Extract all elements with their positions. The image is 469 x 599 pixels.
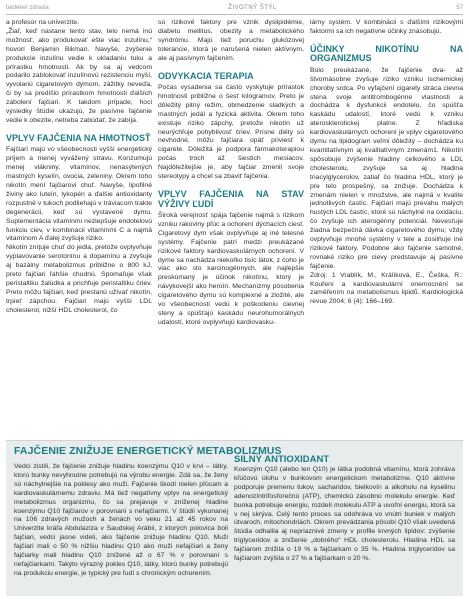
paragraph: Bolo preukázané, že fajčenie dva- až štvornásobne zvyšuje riziko vzniku ischemickej choroby srdca. Po vyfajčení cigarety stráca cievna stena svoje antitrombogénne vlastnosti a dochádza k dysfunkcii endotelu, čo spúšťa kaskádu udalostí, ktoré vedú k vzniku aterosklerotickej platne. Z hľadiska kardiovaskulárnych ochorení je vplyv cigaretového dymu na lipidogram veľmi dôležitý – dochádza ku kvantitatívnym aj kvalitatívnym zmenám1. Nikotín spôsobuje zvýšenie hladiny celkového a LDL cholesterolu, zvyšuje sa aj hladina triacylglycerolov, zatiaľ čo hladina HDL, ktorý je pre telo prospešný, sa znižuje. Dochádza k zmenám nielen v množstve, ale najmä v kvalite jednotlivých častíc. Fajčiari majú prevahu malých hustých LDL častíc, ktoré sú náchylné na oxidáciu, čo zvyšuje ich aterogénny potenciál. Nevesťuje žiadna bezpečná dávka cigaretového dymu; vždy ovplyvňuje mnohé systémy v tele a zosilňuje iné rizikové faktory. Podobne ako fajčenie samotné, rovnaké riziko pre cievy predstavuje aj pasívne fajčenie. (310, 66, 463, 270)
paragraph: Počas vysadenia sa často vyskytuje prírastok hmotnosti približne o šesť kilogramov. Preto je dôležitý pitný režim, obmedzenie sladkých a mastných jedál a fyzická aktivita. Okrem toho existuje riziko zápchy, pretože nikotín už neurýchľuje pohyblivosť čriev. Prísne diéty sú nevhodné, môžu fajčiara opäť priviesť k cigarete. Dôležitá je podpora farmakoterapiou počas troch až šiestich mesiacov. Najdôležitejšie je, aby fajčiar zmenil svoje stereotypy a chcel sa zbaviť fajčenia. (158, 84, 304, 181)
page-header (6, 2, 463, 14)
paragraph: sú rizikové faktory pre vznik dyslipidémie, diabetu mellitus, obezity a metabolického syndrómu. Majú tiež poruchu glukózovej tolerancie, ktorá je narušená nielen aktívnym, ale aj pasívnym fajčením. (158, 19, 304, 62)
info-box-left-text: Vedci zistili, že fajčenie znižuje hladinu koenzýmu Q10 v krvi – látky, ktorú bunky nevyhnutne potrebujú na výrobu energie. Zdá sa, že ženy sú náchylnejšie na poklesy ako muži. Fajčenie škodí nielen pľúcam a kardiovaskulárnemu zdraviu. Má tiež negatívny vplyv na energetický metabolizmus organizmu, čo sa prejavuje v zníženej hladine koenzýmu Q10 fajčiarov v porovnaní s nefajčiarmi. V štúdii vykonanej na 106 zdravých mužoch a ženách vo veku 21 až 45 rokov na Univerzite kráľa Abdulaziza v Saudskej Arábii, z ktorých polovica boli fajčiari, vedci jasne videli, ako fajčenie znižuje hladinu Q10. Muži fajčiari mali o 50 % nižšiu hladinu Q10 ako muži nefajčiari a ženy fajčiarky mali hladinu Q10 znížené až o 67 % v porovnaní s nefajčiarkami. Takýto výrazný pokles Q10, látky, ktorú bunky potrebujú na produkciu energie, je typický pre ľudí s chronickým ochorením. (14, 463, 228, 577)
section-name: ŽIVOTNÝ ŠTÝL (228, 5, 277, 11)
section-heading: ODVYKACIA TERAPIA (158, 70, 254, 81)
source-citation: Zdroj: 1 Vrablík, M., Králíková, E., Češka, R.: Kouření a kardiovaskulární onemocnění se zaměřením na metabolismus lipidů. Kardiologická revue 2004; 6 (4): 166–169. (310, 271, 463, 306)
section-heading: VPLYV FAJČENIA NA STAV VÝŽIVY ĽUDÍ (158, 189, 304, 209)
info-box (6, 440, 463, 596)
section-heading: ÚČINKY NIKOTÍNU NA ORGANIZMUS (310, 43, 463, 64)
paragraph: Fajčiari majú vo všeobecnosti vyšší energetický príjem a menej vyvážený stravu. Konzumujú menej vlákniny, vitamínov, nenasýtených mastných kyselín, ovocia, zeleniny. Okrem toho nikotín mení fajčiarovi chuť. Navyše, lipofilné živiny ako luteín, lykopén a ďalšie antioxidanty rozpustné v tukoch podliehajú v tráviacom trakte degenerácii, keď sú vystavené dymu. Suplementácia vitamínmi nezlepšuje endotelovú funkciu ciev, v kombinácii vitamínmi C a najmä vitamínom A ďalej zvyšuje riziko. (6, 146, 152, 243)
paragraph: Nikotín zníţuje chuť do jedla, pretože ovplyvňuje vyplavovanie serotonínu a dopamínu a zvyšuje aj bazálny metabolizmus približne o 800 kJ, preto fajčiari ľahšie chudnú. Spomaľuje však peristaltiku žalúdka a prichfuje peristaltiku čriev. Preto môžu fajčiari, keď prestanú užívať nikotín, trpieť zápchou. Fajčiari majú vyšší LDL cholesterol, nižší HDL cholesterol, čo (6, 244, 152, 314)
info-box-right-column (234, 454, 455, 564)
header-rule (6, 14, 463, 15)
paragraph: a profesor na univerzite. (6, 19, 79, 26)
info-box-title: FAJČENIE ZNIŽUJE ENERGETICKÝ METABOLIZMUS (14, 445, 282, 457)
magazine-name: bedeker zdravia (6, 5, 49, 11)
info-box-right-text: Koenzým Q10 (alebo len Q10) je látka podobná vitamínu, ktorá zohráva kľúčovú úlohu v bunkovom energetickom metabolizme. Q10 aktívne podporuje premenu tukov, sacharidov, bielkovín a alkoholu na kyselinu adenozíntrifosforečnú (ATP), chemickú zásobnú molekulu energie. Keď bunka potrebuje energiu, rozdelí molekulu ATP a uvoľní energiu, ktorá sa v nej skrýva. Celý tento proces sa odohráva vo vnútri buniek v malých útvaroch, mitochondriách. Okrem prevádzania pôsobí Q10 však uvedená štúdia odhalila aj nepriaznivé zmeny v profile krvných lipidov: zvýšenie triglyceridov a zníženie „dobrého“ HDL cholesterolu. Hladina HDL sa fajčiarom znížila o 19 % a fajčiarkam o 35 %. Hladina triglyceridov sa fajčiarom zvýšila o 27 % a fajčiarkam o 20 %. (234, 466, 455, 563)
paragraph: lárny systém. V kombinácii s ďalšími rizikovými faktormi sa ich negatívne účinky znásobujú. (310, 19, 463, 35)
paragraph: Široká verejnosť spája fajčenie najmä s rizikom vzniku rakoviny pľúc a ochorení dýchacích ciest. Cigaretový dym však ovplyvňuje aj iné telesné systémy. Fajčenie patrí medzi preukázané rizikové faktory kardiovaskulárnych ochorení. V dyme sa nachádza niekoľko tisíc látok, z čoho je viac ako sto karcinogénnych, ale najlepšie preskúmaný je účinok nikotínu, ktorý je návykovejší ako heroín. Mechanizmy pôsobenia cigaretového dymu sú komplexné a zložité, ale vo všeobecnosti vedú k poškodeniu cievnej steny a spúšťajú kaskádu neurohumorálnych udalostí, ktoré ovplyvňujú kardiovasku- (158, 212, 304, 326)
info-box-subheading: SILNÝ ANTIOXIDANT (234, 454, 330, 465)
column-1 (6, 19, 152, 316)
column-3 (310, 19, 463, 307)
column-2 (158, 19, 304, 328)
page-number: 57 (456, 5, 463, 11)
section-heading: VPLYV FAJČENIA NA HMOTNOSŤ (6, 132, 151, 143)
quote-paragraph: „Žiaľ, keď nastane tento stav, telo nemá inú možnosť, ako produkovať ešte viac inzulínu,“ hovorí Benjamin Bikman. Navyše, zvýšenie produkcie inzulínu vedie k ukladaniu tuku a prírastku hmotnosti. Ak by sa aj vedcom podarilo zablokovať inzulínovú rezistenciu myší, vyvolanú cigaretovým dymom, zážitky neveďa, či by sa predišlo prírastkom hmotnosti ďalších zabolení fajčiari. K takdom prípade, hoci výsledky štúdie ukazujú, že pasívne fajčenie vedie k obezite, netreba zabúdať, že zabíja. (6, 27, 152, 124)
